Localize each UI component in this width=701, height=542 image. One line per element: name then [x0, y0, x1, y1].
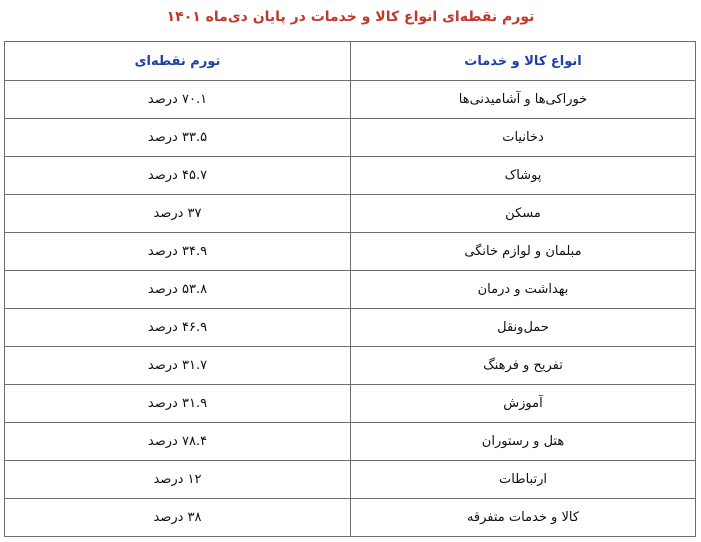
category-cell: مبلمان و لوازم خانگی: [351, 233, 696, 271]
category-cell: تفریح و فرهنگ: [351, 347, 696, 385]
table-row: [5, 233, 696, 271]
inflation-cell: ۷۰.۱ درصد: [5, 81, 351, 119]
inflation-cell: ۳۳.۵ درصد: [5, 119, 351, 157]
category-cell: هتل و رستوران: [351, 423, 696, 461]
table-header-row: [5, 42, 696, 81]
category-cell: دخانیات: [351, 119, 696, 157]
category-cell: حمل‌ونقل: [351, 309, 696, 347]
inflation-cell: ۳۱.۹ درصد: [5, 385, 351, 423]
inflation-cell: ۵۳.۸ درصد: [5, 271, 351, 309]
inflation-cell: ۴۵.۷ درصد: [5, 157, 351, 195]
category-cell: مسکن: [351, 195, 696, 233]
table-row: [5, 195, 696, 233]
category-cell: آموزش: [351, 385, 696, 423]
category-cell: خوراکی‌ها و آشامیدنی‌ها: [351, 81, 696, 119]
table-row: [5, 499, 696, 537]
inflation-cell: ۱۲ درصد: [5, 461, 351, 499]
table-row: [5, 309, 696, 347]
inflation-table: [4, 41, 696, 537]
page-title: تورم نقطه‌ای انواع کالا و خدمات در پایان دی‌ماه ۱۴۰۱: [166, 9, 535, 25]
category-cell: کالا و خدمات متفرقه: [351, 499, 696, 537]
table-row: [5, 461, 696, 499]
inflation-cell: ۳۷ درصد: [5, 195, 351, 233]
category-cell: پوشاک: [351, 157, 696, 195]
table-row: [5, 385, 696, 423]
category-cell: ارتباطات: [351, 461, 696, 499]
header-inflation: تورم نقطه‌ای: [5, 42, 351, 81]
header-category: انواع کالا و خدمات: [351, 42, 696, 81]
inflation-cell: ۷۸.۴ درصد: [5, 423, 351, 461]
inflation-cell: ۳۴.۹ درصد: [5, 233, 351, 271]
category-cell: بهداشت و درمان: [351, 271, 696, 309]
table-row: [5, 347, 696, 385]
table-row: [5, 423, 696, 461]
table-row: [5, 81, 696, 119]
inflation-cell: ۳۸ درصد: [5, 499, 351, 537]
inflation-cell: ۳۱.۷ درصد: [5, 347, 351, 385]
inflation-cell: ۴۶.۹ درصد: [5, 309, 351, 347]
table-row: [5, 119, 696, 157]
table-row: [5, 271, 696, 309]
table-row: [5, 157, 696, 195]
